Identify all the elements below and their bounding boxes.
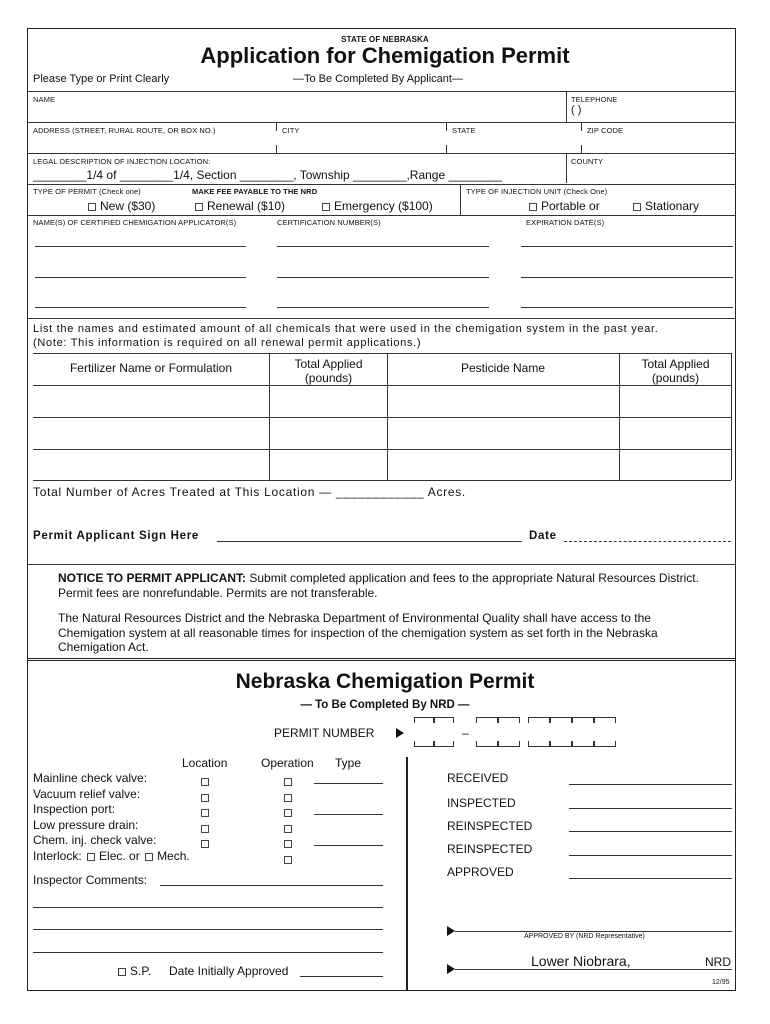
received-line[interactable] bbox=[569, 784, 732, 785]
date-initially-label: Date Initially Approved bbox=[169, 964, 289, 978]
page-title: Application for Chemigation Permit bbox=[200, 43, 570, 68]
fertilizer-cell-2[interactable] bbox=[34, 418, 268, 448]
notice-text-2: The Natural Resources District and the Nebraska Department of Environmental Quality shall have access to the Chemigation system at all reasonable times for inspection of the chemigation system as set forth in the Nebraska Chemigation Act. bbox=[58, 611, 658, 654]
legal-description-line[interactable]: ________1/4 of ________1/4, Section ________, Township ________,Range ________ bbox=[33, 168, 502, 182]
checkbox-stationary[interactable] bbox=[633, 203, 641, 211]
zip-label: ZIP CODE bbox=[587, 126, 624, 135]
name-field[interactable] bbox=[33, 104, 563, 120]
nrd-name: Lower Niobrara, bbox=[531, 953, 631, 969]
reinspected-label-1: REINSPECTED bbox=[447, 819, 533, 833]
telephone-field[interactable]: ( ) bbox=[571, 104, 582, 116]
col-total-applied-1-b: (pounds) bbox=[304, 371, 353, 385]
sp-label: S.P. bbox=[130, 964, 152, 978]
sign-label: Permit Applicant Sign Here bbox=[33, 530, 200, 542]
reinspected-label-2: REINSPECTED bbox=[447, 842, 533, 856]
checkbox-operation-2[interactable] bbox=[284, 794, 292, 802]
permit-completed-by: — To Be Completed By NRD — bbox=[300, 699, 470, 711]
applicator-line-1[interactable] bbox=[35, 246, 246, 247]
comments-line-4[interactable] bbox=[33, 952, 383, 953]
checkbox-location-4[interactable] bbox=[201, 825, 209, 833]
col-total-applied-1-a: Total Applied bbox=[294, 357, 363, 371]
chem-instruction-2: (Note: This information is required on all renewal permit applications.) bbox=[33, 337, 422, 349]
col-pesticide: Pesticide Name bbox=[460, 361, 546, 375]
applicators-label: NAME(S) OF CERTIFIED CHEMIGATION APPLICATOR(S) bbox=[33, 218, 237, 227]
received-label: RECEIVED bbox=[447, 771, 509, 785]
form-date: 12/95 bbox=[712, 979, 730, 986]
approved-by-label: APPROVED BY (NRD Representative) bbox=[524, 933, 645, 940]
item-inspection-port: Inspection port: bbox=[33, 802, 116, 816]
comments-line-2[interactable] bbox=[33, 907, 383, 908]
col-location: Location bbox=[182, 756, 228, 770]
name-label: NAME bbox=[33, 95, 56, 104]
mech-label: Mech. bbox=[157, 849, 190, 863]
approved-label: APPROVED bbox=[447, 865, 514, 879]
item-mainline: Mainline check valve: bbox=[33, 771, 148, 785]
exp-line-3[interactable] bbox=[521, 307, 733, 308]
col-total-applied-2-b: (pounds) bbox=[651, 371, 700, 385]
checkbox-portable[interactable] bbox=[529, 203, 537, 211]
option-emergency-label: Emergency ($100) bbox=[334, 199, 433, 213]
cert-line-2[interactable] bbox=[277, 277, 489, 278]
fee-payable-label: MAKE FEE PAYABLE TO THE NRD bbox=[192, 187, 318, 196]
type-line-3[interactable] bbox=[314, 845, 383, 846]
exp-line-2[interactable] bbox=[521, 277, 733, 278]
checkbox-operation-6[interactable] bbox=[284, 856, 292, 864]
option-stationary[interactable] bbox=[633, 199, 699, 213]
option-new-label: New ($30) bbox=[100, 199, 156, 213]
checkbox-elec[interactable] bbox=[87, 853, 95, 861]
date-initially-line[interactable] bbox=[300, 976, 383, 977]
county-label: COUNTY bbox=[571, 157, 604, 166]
reinspected-line-1[interactable] bbox=[569, 831, 732, 832]
checkbox-sp[interactable] bbox=[118, 968, 126, 976]
checkbox-mech[interactable] bbox=[145, 853, 153, 861]
checkbox-location-5[interactable] bbox=[201, 840, 209, 848]
approved-line[interactable] bbox=[569, 878, 732, 879]
col-total-applied-1 bbox=[270, 357, 387, 385]
item-interlock bbox=[33, 849, 190, 863]
permit-number-part-1[interactable] bbox=[414, 722, 454, 742]
permit-arrow-icon bbox=[396, 728, 404, 738]
checkbox-renewal[interactable] bbox=[195, 203, 203, 211]
fertilizer-cell-1[interactable] bbox=[34, 386, 268, 416]
city-label: CITY bbox=[282, 126, 300, 135]
inspected-line[interactable] bbox=[569, 808, 732, 809]
interlock-label: Interlock: bbox=[33, 849, 82, 863]
applicator-line-3[interactable] bbox=[35, 307, 246, 308]
date-line[interactable] bbox=[564, 541, 731, 542]
applicant-note: —To Be Completed By Applicant— bbox=[293, 73, 463, 85]
col-total-applied-2 bbox=[620, 357, 731, 385]
applicator-line-2[interactable] bbox=[35, 277, 246, 278]
reinspected-line-2[interactable] bbox=[569, 855, 732, 856]
checkbox-new[interactable] bbox=[88, 203, 96, 211]
permit-number-part-2[interactable] bbox=[476, 722, 520, 742]
permit-number-dash: – bbox=[462, 726, 469, 740]
telephone-label: TELEPHONE bbox=[571, 95, 618, 104]
address-label: ADDRESS (STREET, RURAL ROUTE, OR BOX NO.) bbox=[33, 126, 216, 135]
elec-label: Elec. or bbox=[99, 849, 140, 863]
exp-line-1[interactable] bbox=[521, 246, 733, 247]
signature-line[interactable] bbox=[217, 541, 522, 542]
type-line-2[interactable] bbox=[314, 814, 383, 815]
option-emergency[interactable] bbox=[322, 199, 433, 213]
comments-line-1[interactable] bbox=[160, 885, 383, 886]
checkbox-operation-4[interactable] bbox=[284, 825, 292, 833]
nrd-line[interactable] bbox=[455, 969, 732, 970]
cert-numbers-label: CERTIFICATION NUMBER(S) bbox=[277, 218, 381, 227]
state-label: STATE bbox=[452, 126, 476, 135]
notice-text-1: Submit completed application and fees to the appropriate Natural Resources District. Permit fees are nonrefundable. Permits are not transferable. bbox=[58, 571, 699, 600]
option-renewal[interactable] bbox=[195, 199, 285, 213]
option-portable[interactable] bbox=[529, 199, 600, 213]
col-total-applied-2-a: Total Applied bbox=[641, 357, 710, 371]
comments-line-3[interactable] bbox=[33, 929, 383, 930]
notice-heading: NOTICE TO PERMIT APPLICANT: bbox=[58, 571, 247, 585]
item-chem-inj: Chem. inj. check valve: bbox=[33, 833, 157, 847]
sp-option[interactable] bbox=[118, 964, 151, 978]
col-type: Type bbox=[335, 756, 362, 770]
item-low-pressure: Low pressure drain: bbox=[33, 818, 139, 832]
approved-by-arrow-icon bbox=[447, 926, 455, 936]
option-new[interactable] bbox=[88, 199, 155, 213]
cert-line-1[interactable] bbox=[277, 246, 489, 247]
option-stationary-label: Stationary bbox=[645, 199, 700, 213]
permit-number-part-3[interactable] bbox=[528, 722, 616, 742]
permit-type-label: TYPE OF PERMIT (Check one) bbox=[33, 187, 141, 196]
col-fertilizer: Fertilizer Name or Formulation bbox=[69, 361, 233, 375]
fertilizer-cell-3[interactable] bbox=[34, 450, 268, 479]
date-label: Date bbox=[529, 530, 557, 542]
checkbox-location-1[interactable] bbox=[201, 778, 209, 786]
type-line-1[interactable] bbox=[314, 783, 383, 784]
permit-number-label: PERMIT NUMBER bbox=[274, 726, 375, 740]
cert-line-3[interactable] bbox=[277, 307, 489, 308]
permit-title: Nebraska Chemigation Permit bbox=[235, 670, 535, 693]
checkbox-location-3[interactable] bbox=[201, 809, 209, 817]
col-operation: Operation bbox=[261, 756, 314, 770]
state-heading: STATE OF NEBRASKA bbox=[341, 35, 429, 44]
injection-type-label: TYPE OF INJECTION UNIT (Check One) bbox=[466, 187, 608, 196]
print-note: Please Type or Print Clearly bbox=[33, 73, 170, 85]
nrd-label: NRD bbox=[705, 955, 731, 969]
notice-block bbox=[58, 571, 718, 600]
checkbox-operation-5[interactable] bbox=[284, 840, 292, 848]
approved-by-line[interactable] bbox=[455, 931, 732, 932]
item-vacuum: Vacuum relief valve: bbox=[33, 787, 141, 801]
checkbox-emergency[interactable] bbox=[322, 203, 330, 211]
acres-line[interactable]: Total Number of Acres Treated at This Location — ____________ Acres. bbox=[33, 485, 466, 499]
legal-label: LEGAL DESCRIPTION OF INJECTION LOCATION: bbox=[33, 157, 211, 166]
checkbox-operation-3[interactable] bbox=[284, 809, 292, 817]
chem-instruction-1: List the names and estimated amount of all chemicals that were used in the chemigation system in the past year. bbox=[33, 323, 659, 335]
nrd-arrow-icon bbox=[447, 964, 455, 974]
exp-dates-label: EXPIRATION DATE(S) bbox=[526, 218, 605, 227]
address-field[interactable] bbox=[33, 134, 733, 152]
inspector-comments-label: Inspector Comments: bbox=[33, 873, 148, 887]
inspected-label: INSPECTED bbox=[447, 796, 516, 810]
checkbox-location-2[interactable] bbox=[201, 794, 209, 802]
checkbox-operation-1[interactable] bbox=[284, 778, 292, 786]
option-renewal-label: Renewal ($10) bbox=[207, 199, 286, 213]
option-portable-label: Portable or bbox=[541, 199, 600, 213]
